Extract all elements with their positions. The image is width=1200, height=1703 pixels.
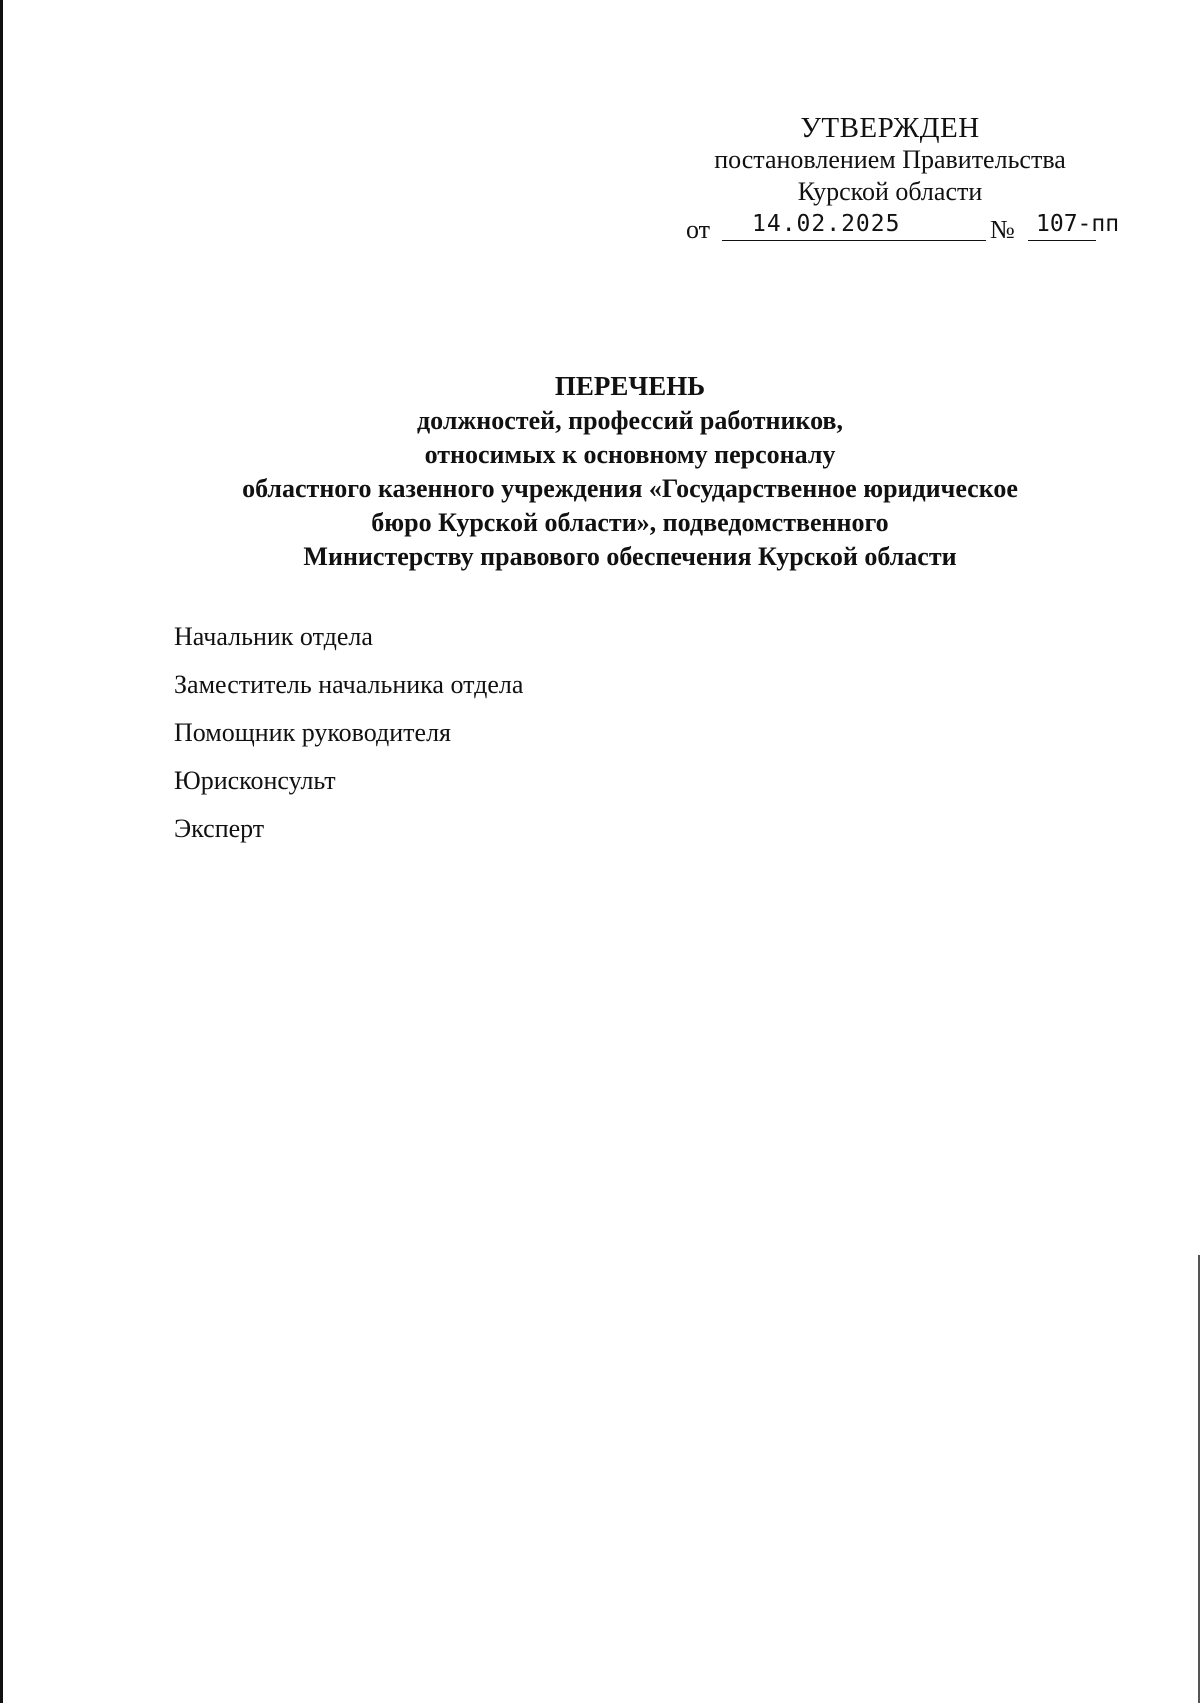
- number-field: [1028, 208, 1120, 241]
- approval-line-1: постановлением Правительства: [714, 145, 1066, 174]
- position-item: Юрисконсульт: [174, 766, 336, 795]
- document-number: 107-пп: [1036, 211, 1120, 237]
- approval-line-2: Курской области: [797, 177, 983, 206]
- position-item: Заместитель начальника отдела: [174, 670, 524, 699]
- title-line-1: должностей, профессий работников,: [417, 406, 843, 435]
- title-line-3: областного казенного учреждения «Государственное юридическое: [242, 474, 1018, 503]
- approval-status: УТВЕРЖДЕН: [800, 112, 980, 144]
- document-date: 14.02.2025: [752, 211, 901, 237]
- title-heading: ПЕРЕЧЕНЬ: [554, 371, 706, 401]
- document-title: [100, 368, 1160, 574]
- date-field: [722, 208, 986, 241]
- date-prefix: от: [686, 215, 711, 244]
- scan-edge-left: [0, 0, 3, 1703]
- positions-list: [174, 622, 523, 862]
- title-line-2: относимых к основному персоналу: [424, 440, 836, 469]
- title-line-5: Министерству правового обеспечения Курской области: [303, 542, 957, 571]
- position-item: Помощник руководителя: [174, 718, 452, 747]
- number-prefix: №: [990, 215, 1015, 244]
- position-item: Начальник отдела: [174, 622, 373, 651]
- position-item: Эксперт: [174, 814, 265, 843]
- registration-line: [660, 208, 1120, 244]
- approval-block: [660, 112, 1120, 244]
- title-line-4: бюро Курской области», подведомственного: [371, 508, 889, 537]
